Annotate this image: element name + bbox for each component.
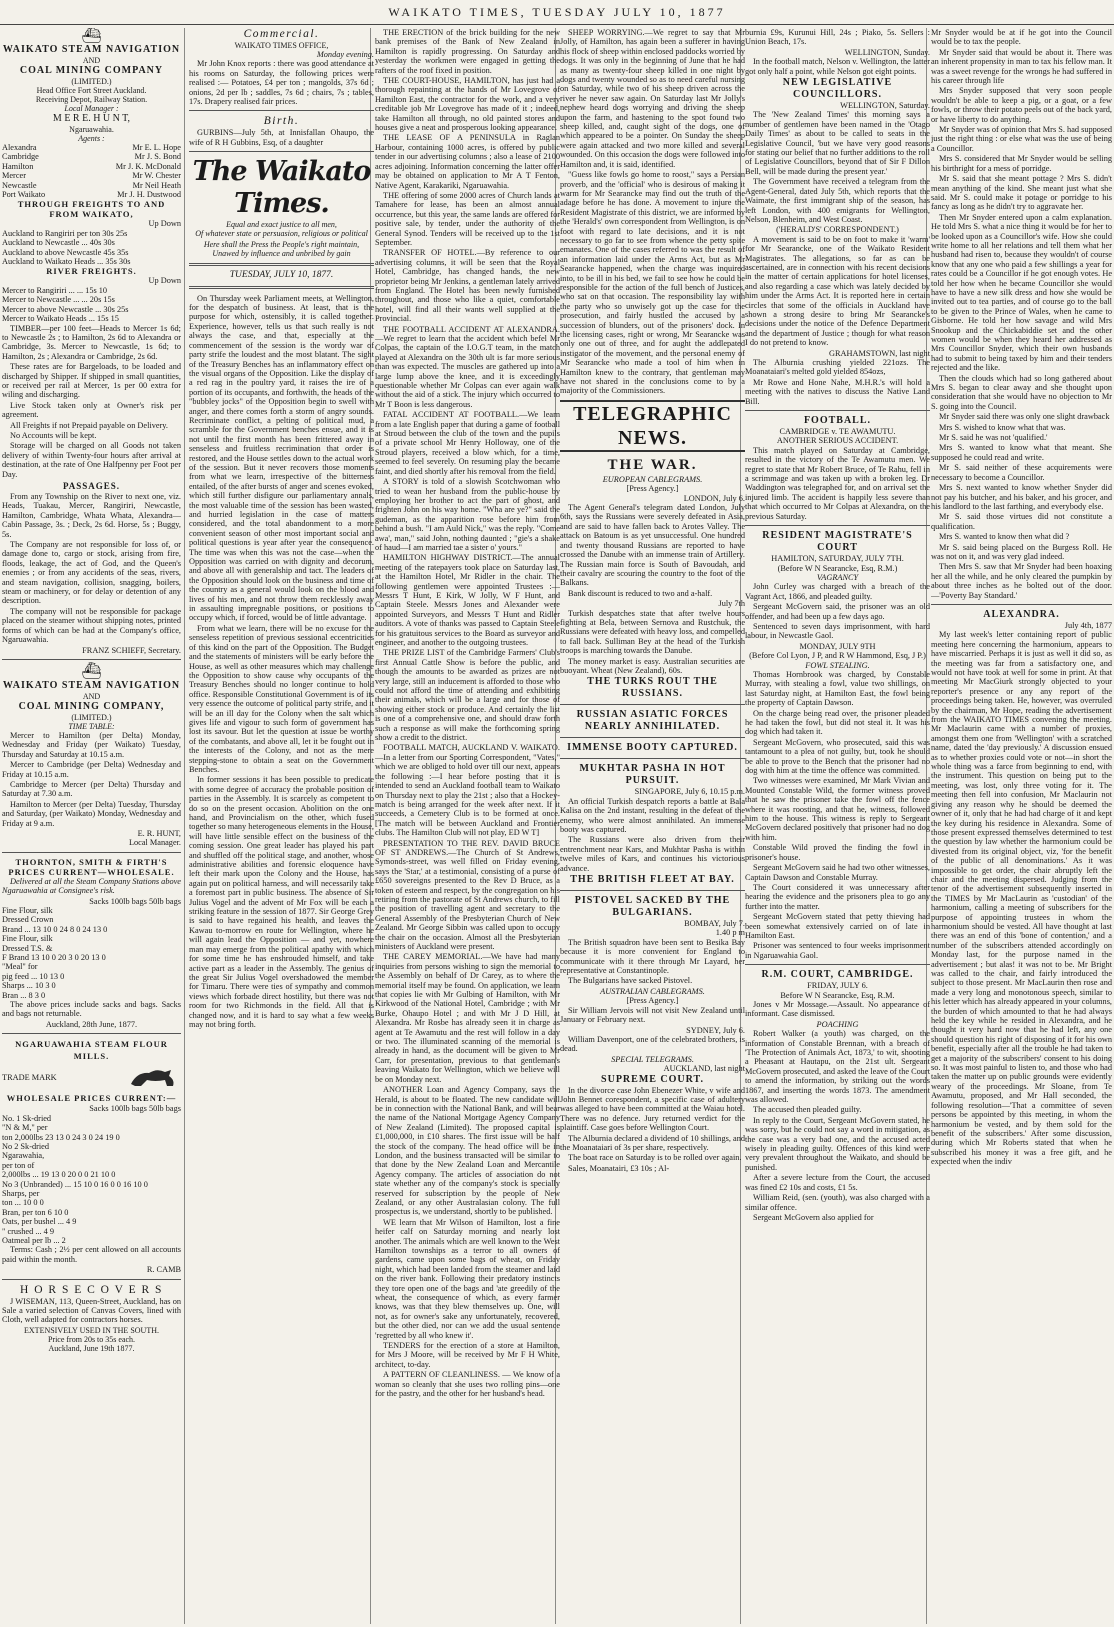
table-row: Ngarawahia, (2, 1151, 45, 1161)
case-heading: FOWL STEALING. (805, 660, 870, 670)
ad-text: Storage will be charged on all Goods not taken delivery of within Twenty-four hours after arrival at destination, at the rate of One Halfpenny per Foot per Day. (2, 441, 181, 479)
section-heading: THE TURKS ROUT THE RUSSIANS. (587, 676, 718, 700)
dateline: WELLINGTON, Sunday. (844, 47, 930, 57)
ad-text: The above prices include sacks and bags. Sacks and bags not returnable. (2, 1000, 181, 1019)
table-header: Sacks 100lb bags 50lb bags (89, 896, 181, 906)
table-row: No. 1 Sk-dried (2, 1113, 52, 1123)
news-paragraph: The Agent General's telegram dated London, July 6th, says the Russians were severely defeated in Asia, and are said to have fallen back to Arotes Valley. The attack on Batoum is as yet unsuccessful. One hundred and twenty thousand Russians are reported to have crossed the Danube with an immense train of Artillery. The Russian main force is South of Bavoudah, and their cavalry are scouring the country to the foot of the Balkans. (560, 503, 745, 588)
ad-heading: H O R S E C O V E R S (20, 1283, 163, 1296)
story-paragraph: Mr S. said those virtues did not constitute a qualification. (931, 512, 1112, 531)
ad-line: Ngaruawahia. (69, 125, 114, 134)
agent-name: Mr E. L. Hope (132, 143, 181, 152)
table-row: pig feed ... 10 13 0 (2, 971, 65, 981)
table-row: "Meal" for (2, 962, 38, 972)
news-paragraph: HAMILTON HIGHWAY DISTRICT.—The annual meeting of the ratepayers took place on Saturday last, at the Hamilton Hotel, Mr Ridler in the chair. The following gentlemen were appointed Trustees :—Messrs T Hunt, E Kirk, W Jolly, W F Hunt, and Captain Steele. Messrs Jones and Alexander were appointed Surveyors, and Messrs T Hunt and Ridler auditors. A vote of thanks was passed to Captain Steele for his gratuitous services to the Board as surveyor and engineer, and another to the outgoing trustees. (375, 553, 560, 647)
ad-text: Hamilton to Mercer (per Delta) Tuesday, Thursday and Saturday, (per Waikato) Monday, Wednesday and Friday at 9 a.m. (2, 799, 181, 828)
news-paragraph: William Reid, (sen. (youth), was also charged with a similar offence. (745, 1193, 930, 1212)
story-paragraph: Mr S. said he was not 'qualified.' (939, 433, 1048, 443)
news-paragraph: burnia £9s, Kurunui Hill, 24s ; Piako, 5s. Sellers : Union Beach, 17s. (745, 28, 930, 47)
ad-line: Local Manager : (64, 104, 119, 113)
editorial-column (189, 28, 374, 1624)
dateline: HAMILTON, SATURDAY, JULY 7TH. (771, 554, 904, 564)
motto-line: Equal and exact justice to all men, (226, 220, 337, 230)
table-row: F Brand 13 10 0 20 3 0 20 13 0 (2, 953, 106, 963)
agent-place: Cambridge (2, 152, 39, 162)
table-row: " crushed ... 4 9 (2, 1226, 55, 1236)
news-paragraph: In reply to the Court, Sergeant McGovern stated, he was sorry, but he could not say a word in mitigation, as the case was a very bad one, and the accused acted wisely in pleading guilty. Offences of this kind were very prevalent throughout the Waikato, and should be punished. (745, 1115, 930, 1172)
ad-heading: THORNTON, SMITH & FIRTH'S PRICES CURRENT—WHOLESALE. (8, 856, 175, 877)
trade-mark (2, 1064, 181, 1090)
agent-name: Mr J. H. Dustwood (117, 190, 181, 200)
table-row: No 2 Sk-dried (2, 1141, 50, 1151)
section-subheading: AUSTRALIAN CABLEGRAMS. (600, 986, 705, 996)
case-heading: VAGRANCY (816, 572, 859, 582)
table-row: Auckland to above Newcastle 45s 35s (2, 247, 129, 257)
ad-text: Delivered at all the Steam Company Stations above Ngaruawahia at Consignee's risk. (2, 876, 181, 896)
ad-signature: R. CAMB (146, 1265, 181, 1275)
story-paragraph: Then the clouds which had so long gathered about Mrs S. began to clear away and she thought upon consideration that she would have no objection to Mr S. going into the Council. (931, 373, 1112, 411)
section-heading: RESIDENT MAGISTRATE'S COURT (762, 530, 913, 554)
table-row: Dressed Crown (2, 915, 54, 925)
news-paragraph: THE offering of some 2000 acres of Church lands at Tamahere for lease, has been an almost annual occurrence, but this year, the same lands are offered for positive sale, by tender, under the authority of the General Synod. Tenders will be received up to the 1st September. (375, 190, 560, 247)
dateline: July 4th, 1877 (1064, 620, 1112, 630)
news-paragraph: "Guess like fowls go home to roost," says a Persian proverb, and the 'official' who is desirous of making it warm for Mr Searancke may find out the truth of the adage before he has done. A movement to injure the Resident Magistrate of this district, we are informed by the 'Herald's' own correspondent from Wellington, is on foot with regard to late decisions, and it is not necessary to go far to see from whence the petty spite emanates. One of the cases referred to was the result of an information laid under the Arms Act, but as Mr Searancke happened, when the charge was inquired into, to be ill in his bed, we fail to see how he could be responsible for the action of the full bench of Justices, who sat on that occasion. The responsibility lay with the party who so unwisely got up the case for the prosecution, and fairly hustled the accused by a succession of blunders, out of the prisoners' dock. In the licensing cases, right or wrong, Mr Searancke was only one out of three, and for aught the addlepated instigator of the movement, and the personal enemy of Mr Searancke who made a tool of him when in Hamilton knew to the contrary, that gentleman may have not shared in the conclusions come to by a majority of the Commissioners. (560, 170, 745, 396)
divider (2, 659, 181, 660)
story-paragraph: Mr S. said that she meant pottage ? Mrs S. didn't mean anything of the kind. She meant just what she said. Mr S. could make it potage or porridge to his fancy as long as he didn't try to aggravate her. (931, 174, 1112, 212)
story-paragraph: Then Mr Snyder entered upon a calm explanation. He told Mrs S. what a nice thing it would be for her to be looked upon as a Councillor's wife. How she could write home to all her relations and tell them what her husband had risen to, because they wouldn't of course know that any one who paid a few shillings a year for rates could be a Councillor if he got enough votes. He told her how when he became Councillor she would have to have a new silk dress and how she would be invited out to tea parties, and of course go to the ball to be given to the Prince of Wales, when he came to Gisborne. He told her how savage and wild Mrs Snookup and the Chickabiddie set and the other women would be when they heard her addressed as Mrs Councillor Snyder, which their own husbands had to submit to being taxed by him and their tenders rejected and the like. (931, 212, 1112, 373)
news-paragraph: THE CAREY MEMORIAL.—We have had many inquiries from persons wishing to sign the memorial to the Assembly on behalf of Dr Carey, as to where the memorial itself may be found. On application, we learn that copies lie with Mr Gulbing of Hamilton, with Mr Kirkwood of the National Hotel, Cambridge ; with Mr Burke, Ohaupo Hotel ; and with Mr J D Hill, at Alexandra. Mr Rosbe has already seen it in charge as agent at Te Awamutu and the rest will follow in a day or two. The illuminated scanning of the memorial is already in hand, as the document will be given to Mr Carr, for presentation, previous to that gentleman's leaving Waikato for Wellington, which we believe will be on Monday next. (375, 952, 560, 1084)
section-heading: THE BRITISH FLEET AT BAY. (570, 874, 735, 886)
agent-name: Mr J. K. McDonald (115, 161, 181, 171)
section-heading: NEW LEGISLATIVE COUNCILLORS. (782, 77, 893, 101)
news-paragraph: Sergeant McGovern, who prosecuted, said this was tantamount to a plea of not guilty, but, took he should be able to prove to the Bench that the prisoner had no dog with him at the time the offence was committed. (745, 737, 930, 776)
ad-heading: NGARUAWAHIA STEAM FLOUR MILLS. (15, 1039, 168, 1062)
article-paragraph: On Thursday week Parliament meets, at Wellington, for the despatch of business. At least, that is the purpose for which, ostensibly, it is called together. Experience, however, tells us that such really is not always the case, and that, especially at the commencement of the session is the wordy war of party strife the loudest and the most blatant. The sight of the Treasury Benches has an inflammatory effect on the visual organs of the Opposition. Like the display of a red rag in the poultry yard, it raises the ire of a portion of its occupants, and forthwith, the heads of the "bubbley jocks" of the Opposition begin to swell with anger, and there comes forth a storm of angry sounds. Recriminate conflict, a pelting of political mud, a scramble for the Government benches ensue, and it is not until the first month has been frittered away in senseless and fruitless recrimination that order is restored, and the House settles down to the actual work of the session. But it never recovers those moments from what we learn, irrespective of the bitterness entailed, of the after bursts of anger and scenes evoked, which still further disfigure our parliamentary annals, the most valuable time of the session has been wasted, and hurried legislation in the case of matters considered, and the total abandonment to a more convenient season of other most important social and political questions is year after year the consequence. The time was when this was not the case—when the Opposition was carried on with dignity and decorum, and above all with generalship and tact. The leaders of the Opposition should look on the business and time of the country as a general would look on the blood and lives of his men, and not throw them recklessly away in assaulting impregnable positions, or positions to occupy which, if forced, would be of little advantage. (189, 293, 374, 623)
telegraphic-news-heading: TELEGRAPHIC NEWS. (560, 400, 745, 452)
case-heading: POACHING (816, 1019, 859, 1029)
table-row: Oatmeal per lb ... 2 (2, 1235, 66, 1245)
news-paragraph: On the charge being read over, the prisoner pleaded he had taken the fowl, but did not steal it. It was his dog which had taken it. (745, 708, 930, 737)
news-paragraph: SHEEP WORRYING.—We regret to say that Mr Jolly, of Hamilton, has again been a sufferer in having his flock of sheep within enclosed paddocks worried by dogs. It was only in the beginning of June that he had as many as twenty-four sheep killed in one night by dogs and twenty wounded so as to need careful nursing on Saturday, while two of his sheep driven across the river he never saw again. On Saturday last Mr Jolly's nephew heard dogs worrying and driving the sheep upon the farm, and hastening to the spot found two sheep killed, and, caught sight of the dogs, one of which appeared to be a pointer. On Sunday the sheep were again attacked and two more killed and several wounded. On this occasion the dogs were followed into Hamilton and, it is said, identified. (560, 28, 745, 169)
news-paragraph: TENDERS for the erection of a store at Hamilton, for Mrs J Moore, will be received by Mr F H White, architect, to-day. (375, 1341, 560, 1369)
courts-column (745, 28, 930, 1624)
dateline: FRIDAY, JULY 6. (807, 981, 868, 991)
dateline: SINGAPORE, July 6, 10.15 p.m. (634, 787, 745, 797)
source-line: [Press Agency.] (626, 484, 679, 494)
news-paragraph: Prisoner was sentenced to four weeks imprisonment in Ngaruawahia Gaol. (745, 941, 930, 960)
news-paragraph: The Alburnia declared a dividend of 10 shillings, and the Moanataiari of 3s per share, respectively. (560, 1133, 745, 1152)
ad-signature: FRANZ SCHIEFF, Secretary. (82, 645, 181, 655)
ad-heading: COAL MINING COMPANY (19, 65, 164, 76)
news-paragraph: After a severe lecture from the Court, the accused was fined £2 10s and costs, £1 5s. (745, 1173, 930, 1192)
section-heading: RUSSIAN ASIATIC FORCES NEARLY ANNIHILATED. (576, 709, 729, 733)
story-paragraph: Mrs S. wished to know what that was. (939, 422, 1066, 432)
steamship-icon: ⛴ (81, 28, 102, 44)
news-paragraph: The Court considered it was unnecessary after hearing the evidence and the prisoners plea to go any further into the matter. (745, 882, 930, 911)
ad-text: The company will not be responsible for package placed on the steamer without shipping notes, printed forms of which can be had at the Company's office, Ngaruawahia. (2, 606, 181, 645)
news-paragraph: THE ERECTION of the brick building for the new bank premises of the Bank of New Zealand in Hamilton is rapidly progressing. On Saturday and yesterday the workmen were engaged in getting the rafters of the roof fixed in position. (375, 28, 560, 75)
ad-text: J WISEMAN, 113, Queen-Street, Auckland, has on Sale a varied selection of Canvas Covers, lined with Cloth, well adapted for contractors horses. (2, 1296, 181, 1325)
ad-line: Price from 20s to 35s each. (47, 1334, 136, 1344)
dateline: GRAHAMSTOWN, last night (828, 348, 930, 358)
section-heading: THE WAR. (607, 456, 698, 473)
divider (2, 1279, 181, 1280)
table-row: Brand ... 13 10 0 24 8 0 24 13 0 (2, 924, 108, 934)
table-row: Sharps, per (2, 1188, 40, 1198)
source-line: [Press Agency.] (626, 996, 679, 1006)
ad-text: All Freights if not Prepaid payable on Delivery. (10, 420, 168, 430)
news-paragraph: THE FOOTBALL ACCIDENT AT ALEXANDRA.—We regret to learn that the accident which befel Mr Colpas, the captain of the I.O.G.T team, in the match played at Alexandra on the 30th ult is far more serious than was expected. The muscles are gathered up into a large lump above the knee, and it is exceedingly questionable whether Mr Colpas can ever again walk without the aid of a stick. The injury which occurred to Mr T Boon is less dangerous. (375, 324, 560, 409)
news-paragraph: Sergeant McGovern also applied for (753, 1212, 874, 1222)
snyder-column (931, 28, 1112, 1624)
ad-text: Cambridge to Mercer (per Delta) Thursday and Saturday at 7.30 a.m. (2, 779, 181, 799)
section-heading: FOOTBALL. (803, 415, 872, 427)
section-subheading: ANOTHER SERIOUS ACCIDENT. (776, 436, 899, 446)
source-line: ('HERALD'S' CORRESPONDENT.) (776, 225, 899, 235)
agent-place: Newcastle (2, 180, 37, 190)
ad-text: Live Stock taken only at Owner's risk per agreement. (2, 400, 181, 420)
table-row: Fine Flour, silk (2, 906, 53, 915)
story-paragraph: Mr Snyder was of opinion that Mrs S. had supposed just the right thing : or else what was the use of being a Councillor. (931, 125, 1112, 153)
story-paragraph: Mr S. said neither of these acquirements were necessary to become a Councillor. (931, 463, 1112, 482)
news-paragraph: Thomas Hornbrook was charged, by Constable Murray, with stealing a fowl, value two shillings, on last Saturday night, at Hamilton East, the fowl being the property of Captain Dawson. (745, 669, 930, 708)
news-paragraph: The boat race on Saturday is to be rolled over again. (568, 1153, 742, 1163)
advertisements-column (2, 28, 181, 1624)
dateline: SYDNEY, July 6. (686, 1025, 745, 1035)
table-row: Oats, per bushel ... 4 9 (2, 1217, 77, 1227)
section-heading: SUPREME COURT. (601, 1073, 704, 1085)
motto-line: Unawed by influence and unbribed by gain (212, 249, 351, 259)
news-paragraph: The Russians were also driven from their entrenchment near Kars, and Mukhtar Pasha is within twelve miles of Kars, and continues his victorious advance. (560, 835, 745, 873)
news-paragraph: PRESENTATION TO THE REV. DAVID BRUCE OF ST ANDREWS.—The Church of St Andrews, Symonds-street, was well filled on Friday evening, says the 'Star,' at a testimonial, consisting of a purse of £650 sovereigns presented to the Rev D Bruce, as a token of esteem and respect, by the congregation on his retiring from the pastorate of St Andrews church, to fill the position of travelling agent and secretary to the General Assembly of the Presbyterian Church of New Zealand. Mr George Sibbin was called upon to occupy the chair on the occasion. Almost all the Presbyterian ministers of Auckland were present. (375, 838, 560, 951)
ad-line: Head Office Fort Street Auckland. (36, 86, 147, 95)
dateline: MONDAY, JULY 9TH (799, 641, 876, 651)
news-paragraph: WE learn that Mr Wilson of Hamilton, lost a fine heifer calf on Saturday morning and nearly lost another. The animals which are well known to the West Hamilton townships as a terror to all owners of gardens, came upon some bags of wheat, on Friday night, which had been landed from the steamer and laid on the river bank. Following their predatory instincts they tore open one of the bags and 'ate greedily of the wheat, the consequence of which, as every farmer knows, was that they blew themselves up. One, will not, as for owner's sake any unfortunately, recovered, but the other died, nor can we add the usual sentence 'regretted by all who knew it'. (375, 1217, 560, 1340)
table-row: ton ... 10 0 0 (2, 1198, 44, 1208)
motto-line: Of whatever state or persuasion, religious or political (195, 229, 368, 239)
court-presiding: (Before Col Lyon, J P, and R W Hammond, Esq, J P.) (749, 651, 926, 661)
ad-line: Auckland, June 19th 1877. (48, 1343, 135, 1353)
agent-place: Port Waikato (2, 190, 46, 200)
section-subheading: SPECIAL TELEGRAMS. (611, 1054, 694, 1064)
table-row: Dressed T.S. & (2, 943, 53, 953)
news-paragraph: Sir William Jervois will not visit New Zealand until January or February next. (560, 1005, 745, 1025)
ad-text: The Company are not responsible for loss of, or damage done to, cargo or stock, arising from fire, floods, leakage, the act of God, and the Queen's enemies ; or from any accidents of the seas, rivers, and steam navigation, collision, snagging, boilers, steam or machinery, or for delay or detention of any description. (2, 540, 181, 606)
table-row: Auckland to Rangiriri per ton 30s 25s (2, 228, 128, 238)
divider (745, 964, 930, 965)
news-paragraph: FATAL ACCIDENT AT FOOTBALL.—We learn from a late English paper that during a game of football at Stroud between the club of the town and the pupils of a private school Mr Henry Holloway, one of the Stroud players, received a blow which, for a time, seemed to feel severely. On resuming play the became faint, and died shortly after his removal from the field. (375, 410, 560, 476)
ad-heading: COAL MINING COMPANY, (18, 700, 165, 712)
news-paragraph: The Bulgarians have sacked Pistovel. (568, 976, 693, 986)
divider (560, 737, 745, 738)
divider (745, 410, 930, 411)
news-paragraph: THE PRIZE LIST of the Cambridge Farmers' Club's first Annual Cattle Show is before the public, and though the amounts to be awarded as prizes are not very large, still an inducement is afforded to those who could not afford the time of attending and exhibiting their animals, which will be a large and for those of showing either stock or produce. And certainly the list is one of a comprehensive one, and should draw forth such a response as will make the forthcoming spring show a credit to the district. (375, 648, 560, 743)
divider (560, 758, 745, 759)
news-paragraph: An official Turkish despatch reports a battle at Bala Kalisa on the 2nd instant, resulting in the defeat of the enemy, who were almost annihilated. An immense booty was captured. (560, 796, 745, 834)
table-row: Mercer to Rangiriri ... ... 15s 10 (2, 285, 108, 295)
story-paragraph: Mr Snyder would be at if he got into the Council would be to tax the people. (931, 28, 1112, 47)
article-paragraph: GURBINS—July 5th, at Innisfallan Ohaupo, the wife of R H Gubbins, Esq, of a daughter (189, 128, 374, 147)
divider (931, 604, 1112, 605)
news-paragraph: Sales, Moanatairi, £3 10s ; Al- (568, 1163, 670, 1173)
table-row: Bran ... 8 3 0 (2, 990, 46, 1000)
news-paragraph: In the football match, Nelson v. Wellington, the latter got only half a point, while Nelson got eight points. (745, 57, 930, 76)
news-paragraph: In the divorce case John Ebenezer White, v wife and John Bennet corespondent, a specific case of adultery was alleged to have been committed at the Waiau hotel. There was no defence. Jury returned verdict for the plaintiff. Case goes before Wellington Court. (560, 1085, 745, 1133)
news-paragraph: The 'New Zealand Times' this morning says a number of gentlemen have been named in the 'Otago Daily Times' as about to be called to seats in the Legislative Council, 'but we have very good reasons for stating our belief that no further additions to the roll of Legislative Councillors, beyond that of Sir F Dillon Bell, will be made during the present year.' (745, 110, 930, 176)
news-paragraph: Sentenced to seven days imprisonment, with hard labour, in Newcastle Gaol. (745, 621, 930, 641)
ad-heading: WAIKATO STEAM NAVIGATION (2, 679, 181, 691)
table-row: Mercer to Newcastle ... ... 20s 15s (2, 295, 115, 305)
story-paragraph: Mr Snyder said that would be about it. There was an inherent propensity in man to tax his fellow man. It was a sweet revenge for the wrongs he had suffered in his career through life (931, 47, 1112, 86)
table-row: Auckland to Waikato Heads ... 35s 30s (2, 257, 131, 267)
news-paragraph: John Curley was charged with a breach of the Vagrant Act, 1866, and pleaded guilty. (745, 582, 930, 601)
section-heading: R.M. COURT, CAMBRIDGE. (761, 969, 914, 981)
ad-line: Receiving Depot, Railway Station. (35, 95, 148, 104)
section-heading: MUKHTAR PASHA IN HOT PURSUIT. (579, 763, 726, 787)
ad-heading: THROUGH FREIGHTS TO AND FROM WAIKATO, (17, 199, 166, 220)
article-paragraph: In former sessions it has been possible to predicate with some degree of accuracy the probable position of parties in the Assembly. It is scarcely as competent to do so on the present occasion. Abolition on the one hand, and Provincialism on the other, which fused together so many heterogeneous elements in the House, will have little sensible effect on the business of the coming session. One great leader has played his part and shuffled off the political stage, and another, whose administrative abilities and forensic eloquence have left their mark upon the Colony and the House, has again put on political harness, and will necessarily take a foremost part in public business. The absence of Sir Julius Vogel and the advent of Mr Fox will be each a striking feature in the session of 1877. Sir George Grey is said to have regained his health, and leaves the Kawau to-morrow en route for Wellington, where he will again lead the Opposition — and yet, nowhere man may emerge from the political apathy with which for some time he has enshrouded himself, and take active part as a leader in the Assembly. The genius of the great Sir Julius Vogel overshadowed the member for Timaru. There were ties of sympathy and common views which forbade direct hostility, but there was not room for two Richmonds in the field. All that is changed now, and it is hard to say what a few weeks may not bring forth. (189, 775, 374, 1029)
divider (560, 704, 745, 705)
table-row: Bran, per ton 6 10 0 (2, 1207, 69, 1217)
divider (189, 151, 374, 152)
news-paragraph: ANOTHER Loan and Agency Company, says the Herald, is about to be floated. The new candidate will be in connection with the National Bank, and will bear the name of the National Mortgage Agency Company of New Zealand (Limited). The proposed capital is £1,000,000, in £10 shares. The first issue will be half the stock of the company. The head office will be in London, and the business transacted will be similar to that done by the New Zealand Loan and Mercantile Agency company. The articles of association do not state whether any of the company's stock is specially reserved for subscription by the people of New Zealand, or any other Australasian colony. The full prospectus is, we understand, shortly to be published. (375, 1085, 560, 1217)
ad-text: Mercer to Cambridge (per Delta) Wednesday and Friday at 10.15 a.m. (2, 760, 181, 779)
ad-signature: E. R. HUNT, (137, 828, 181, 838)
ad-subheading: (LIMITED.) (71, 712, 112, 722)
dateline: 1.40 p m (715, 928, 745, 938)
divider (2, 1033, 181, 1034)
newspaper-title: The Waikato Times. (192, 156, 371, 220)
court-presiding: (Before W N Searancke, Esq, R.M.) (777, 563, 898, 573)
news-paragraph: A STORY is told of a slowish Scotchwoman who tried to wean her husband from the public-house by employing her brother to act the part of ghost, and frighten John on his way home. "Wha are ye?" said the gudeman, as the apparition rose before him from behind a bush. "I am Auld Nick," was the reply. "Come awa', man," said John, nothing daunted ; "gie's a shake of haud—I am married tae a sister o' yours." (375, 477, 560, 552)
news-paragraph: A PATTERN OF CLEANLINESS. — We know of a woman so cleanly that she uses two rolling pins—one for the pastry, and the other for her husband's head. (375, 1370, 560, 1399)
divider (189, 110, 374, 111)
ad-text: From any Township on the River to next one, viz. Heads, Tuakau, Mercer, Rangiriri, Newcastle, Hamilton, Cambridge, Whata Whata, Alexandra—Cabin Passage, 3s. ; Deck, 2s 6d. Horse, 5s ; Buggy, 5s. (2, 492, 181, 539)
table-row: Mercer to Waikato Heads ... 15s 15 (2, 314, 119, 324)
section-subheading: CAMBRIDGE v. TE AWAMUTU. (779, 427, 896, 437)
table-header: Up Down (148, 276, 181, 286)
news-paragraph: THE LEASE OF A PENINSULA in Raglan Harbour, containing 1000 acres, is offered by public tender in our advertising columns ; also a lease of 2100 acres adjoining. Information concerning the latter offer may be obtained on application to Mr A T Fenton, Native Agent, Karakariki, Ngaruawahia. (375, 133, 560, 190)
ad-text: Terms: Cash ; 2½ per cent allowed on all accounts paid within the month. (2, 1245, 181, 1264)
news-paragraph: The accused then pleaded guilty. (753, 1105, 862, 1115)
table-header: Up Down (148, 219, 181, 229)
ad-line: EXTENSIVELY USED IN THE SOUTH. (24, 1325, 159, 1335)
ad-heading: WHOLESALE PRICES CURRENT:— (6, 1093, 177, 1104)
dateline: BOMBAY, July 7. (684, 919, 745, 929)
page-header: WAIKATO TIMES, TUESDAY JULY 10, 1877 (0, 0, 1114, 25)
ad-text: No Accounts will be kept. (10, 430, 97, 440)
ad-line: Auckland, 28th June, 1877. (45, 1019, 138, 1029)
ad-subheading: (LIMITED.) (71, 77, 112, 86)
news-paragraph: Turkish despatches state that after twelve hours fighting at Bela, between Sernova and Rustchuk, the Russians were defeated with heavy loss, and compelled to fall back. Sulliman Bey at the head of the Turkish troops is marching towards the Danube. (560, 608, 745, 656)
ad-heading: WAIKATO STEAM NAVIGATION (2, 44, 181, 55)
ad-text: TIMBER—per 100 feet—Heads to Mercer 1s 6d; to Newcastle 2s ; to Hamilton, 2s 6d to Alexandra or Cambridge, 3s. Mercer to Newcastle, 1s 6d; to Hamilton, 2s ; Alexandra or Cambridge, 2s 6d. (2, 323, 181, 361)
section-heading: Commercial. (243, 28, 320, 40)
news-paragraph: Robert Walker (a youth) was charged, on the information of Constable Brennan, with a breach of 'The Protection of Animals Act, 1873,' to wit, shooting a Pheasant at Hautapu, on the 21st ult. Sergeant McGovern prosecuted, and asked the leave of the Court to amend the information, by striking out the words 1867, and inserting the words 1873. The amendment was allowed. (745, 1029, 930, 1105)
story-paragraph: Then Mrs S. saw that Mr Snyder had been hoaxing her all the while, and he only cleared the pumpkin by about three inches as he bolted out of the door.—'Poverty Bay Standard.' (931, 562, 1112, 600)
story-paragraph: Mrs S. considered that Mr Snyder would be selling his birthright for a mess of porridge. (931, 154, 1112, 173)
column-rule (184, 28, 185, 1624)
story-paragraph: Mr S. said being placed on the Burgess Roll. He was not on it, and was very glad indeed. (931, 542, 1112, 561)
divider (189, 286, 374, 289)
story-paragraph: Mrs S. next wanted to know whether Snyder did not pay his butcher, and his baker, and his grocer, and his landlord to the last farthing, and everybody else. (931, 483, 1112, 511)
agent-name: Mr Neil Heath (132, 180, 181, 190)
news-paragraph: The money market is easy. Australian securities are buoyant. Wheat (New Zealand), 60s. (560, 656, 745, 675)
table-header: Sacks 100lb bags 50lb bags (89, 1104, 181, 1114)
ad-text: These rates are for Bargeloads, to be loaded and discharged by Shipper. If shipped in small quantities, or received per rail at Mercer, 1s per 00 extra for wiling and discharging. (2, 362, 181, 400)
article-paragraph: Mr John Knox reports : there was good attendance at his rooms on Saturday, the following prices were realised :— Potatoes, £4 per ton ; mangolds, 37s 6d ; onions, 2d per lb ; saddles, 7s 6d ; chairs, 7s ; tables, 17s. Drapery realised fair prices. (189, 59, 374, 107)
ad-subheading: AND (82, 56, 101, 65)
table-row: 2,000lbs ... 19 13 0 20 0 0 21 10 0 (2, 1170, 116, 1180)
divider (189, 263, 374, 266)
news-paragraph: The Government have received a telegram from the Agent-General, dated July 5th, which reports that the Waimate, the first immigrant ship of the season, has left London, with 400 emigrants for Wellington, Nelson, Blenheim, and West Coast. (745, 177, 930, 224)
horse-emblem-icon (127, 1064, 181, 1090)
agent-place: Alexandra (2, 143, 37, 152)
news-paragraph: Sergeant McGovern stated that petty thieving had been somewhat extensively carried on of late in Hamilton East. (745, 912, 930, 940)
news-paragraph: Two witnesses were examined, Mr Mark Vivian and Mounted Constable Wild, the former witness proved that he saw the prisoner take the fowl off the fence where it was roosting, and that he, witness, followed him to the house. This witness is reply to Sergeant McGovern declared positively that prisoner had no dog with him. (745, 776, 930, 842)
table-row: Sharps ... 10 3 0 (2, 981, 56, 991)
ad-subheading: AND (82, 691, 101, 701)
trade-mark-label: TRADE MARK (2, 1072, 57, 1082)
divider (2, 852, 181, 853)
story-paragraph: Mrs S. wanted to know what that meant. She supposed he could read and write. (931, 443, 1112, 462)
agent-name: Mr W. Chester (132, 171, 181, 181)
dateline: AUCKLAND, last night (663, 1064, 745, 1074)
article-paragraph: From what we learn, there will be no excuse for the senseless repetition of previous sessional eccentricities of this kind on the part of the Opposition. The Budget and the statements of ministers will be early before the House, as well as other measures which may challenge the Opposition to show cause why occupants of the Treasury Benches should no longer continue to hold office. Responsible Constitutional Government is of its very essence the outcome of political party strife, and it will be an ill day for the Colony when the salt which gives life and vigour to such form of government has lost its savour. But let the question at issue be worthy of the combatants, and above all, let it be fought out in the interests of the Colony, and not as the mere stepping-stone to obtain a seat on the Government Benches. (189, 623, 374, 774)
ad-text: Mercer to Hamilton (per Delta) Monday, Wednesday and Friday (per Waikato) Tuesday, Thursday and Saturday at 10.15 a.m. (2, 730, 181, 759)
table-row: No 3 (Unbranded) ... 15 10 0 16 0 0 16 10 0 (2, 1179, 148, 1189)
section-subheading: WAIKATO TIMES OFFICE, (234, 41, 329, 50)
section-heading: IMMENSE BOOTY CAPTURED. (567, 742, 738, 754)
motto-line: Here shall the Press the People's right maintain, (203, 240, 360, 250)
section-heading: PISTOVEL SACKED BY THE BULGARIANS. (574, 895, 731, 919)
news-paragraph: The Alburnia crushing yielded 221ozs. The Moanataiari's melted gold yielded 854ozs, (745, 358, 930, 377)
news-paragraph: Sergeant McGovern said, the prisoner was an old offender, and had been up a few days ago. (745, 602, 930, 621)
section-heading: Birth. (263, 115, 300, 128)
news-paragraph: The British squadron have been sent to Besika Bay because it is more convenient for England to communicate with it there through Mr Layard, her representative at Constantinople. (560, 937, 745, 976)
dateline: LONDON, July 6. (683, 493, 745, 503)
dateline: Monday evening. (316, 50, 374, 59)
steamship-icon: ⛴ (81, 662, 102, 680)
correspondent-letter: My last week's letter containing report of public meeting here concerning the harmonium, appears to have miscarried. Perhaps it is just as well it did so, as the meeting was far from a satisfactory one, and would not have took at well for some in print. At that meeting Mr MacGiurk strongly objected to your reporter's presence or any any report of the proceedings being taken. He, however, was overruled by the chairman, Mr Hope, reading the advertisement from the WAIKATO TIMES convening the meeting. Mr Maclaurin came with a number of proxies, amongst them one from 'Wellington' with a scratched name, dated the 'day previously.' A discussion ensued as to whether proxies could vote or not—in short the whole thing was a farce from beginning to end, with the instrument. This question on being put to the meeting, was lost, only three voting for it. The meeting then fell into confusion, Mr Maclaurin not giving any reason why he should be deemed the owner of it, only that he had had charge of it and kept the key during his residence in Alexandra. Some of those present expressed themselves determined to test the question by law whether the harmonium could be divested from its original object, viz, 'for the benefit of the public of all denominations.' As it was impossible to get order, the chair abruptly left the chair and the meeting dispersed. Judging from the tenor of the advertisement subsequently inserted in the TIMES by Mr MacLaurin as 'custodian' of the harmonium, calling a meeting of subscribers for the purpose of appointing trustees in whom the harmonium should be vested. All have thought at last there was an end of this 'bone of contention,' and a number of the subscribers attended accordingly on Monday last, for the purpose named in the advertisement ; but alas! it was not to be. Mr Bright was called to the chair, and fairly introduced the subject to those present. Mr MacLaurin then rose and made a very long and monotonous speech, similar to his letter which has already appeared in your columns, the burden of which amounted to that he had always held the key while he resided in Alexandra, and he thought it very hard now that he had left, any one should question his right of disposing of it for his own benefit, especially after all the trouble he had taken to get a majority of the subscribers' consent to his doing so. It was most painful to listen to, and those who had taken the matter up on public grounds were evidently weary of the proceedings. Mr Sloane, from Te Awamutu, proposed, and Mr Hall seconded, the following resolution—'That a committee of seven persons be appointed by this meeting, in whom the harmonium be vested, and by them sold for the benefit of the subscribers.' After some discussion, during which Mr Roberts stated that when he subscribed his money it was a free gift, and he expected when the indiv (931, 630, 1112, 1167)
manager-name: M E R E. H U N T, (52, 113, 131, 124)
ad-line: Agents : (78, 134, 105, 143)
news-paragraph: Mr Rowe and Hone Nahe, M.H.R.'s will hold a meeting with the natives to discuss the Native Land Bill. (745, 377, 930, 406)
table-row: Fine Flour, silk (2, 934, 53, 944)
telegraphic-news-column (560, 28, 745, 1624)
news-paragraph: TRANSFER OF HOTEL.—By reference to our advertising columns, it will be seen that the Royal Hotel, Cambridge, has changed hands, the new proprietor being Mr Jenkins, a gentleman lately arrived from England. The Hotel has been newly furnished throughout, and those who like a quiet, comfortable hotel, will find all their wants well supplied at the Provincial. (375, 248, 560, 324)
news-paragraph: Constable Wild proved the finding the fowl in prisoner's house. (745, 843, 930, 862)
agent-place: Mercer (2, 171, 26, 181)
agents-list (2, 143, 181, 199)
ad-heading: PASSAGES. (62, 481, 121, 491)
news-paragraph: Jones v Mr Mossage.—Assault. No appearance of informant. Case dismissed. (745, 999, 930, 1019)
story-paragraph: Mrs Snyder supposed that very soon people wouldn't be able to keep a pig, or a goat, or a few fowls, or throw their potato peels out of the back yard, or have liberty to do anything. (931, 86, 1112, 124)
ad-heading: RIVER FREIGHTS. (46, 266, 137, 277)
table-row: ton 2,000lbs 23 13 0 24 3 0 24 19 0 (2, 1132, 120, 1142)
news-paragraph: Bank discount is reduced to two and a-half. (568, 588, 713, 598)
section-subheading: EUROPEAN CABLEGRAMS. (602, 474, 703, 484)
table-row: per ton of (2, 1160, 35, 1170)
news-paragraph: FOOTBALL MATCH, AUCKLAND V. WAIKATO.—In a letter from our Sporting Correspondent, "Vates," which we are obliged to hold over till our next, appears the following :—I hear before posting that it is intended to send an Auckland football team to Waikato on Thursday next to play the 21st ; also that a Hockey-match is being arranged for the week after next. If it succeeds, a Cemetery Club is to be formed at once. [The match will be between Auckland and Frontier clubs. The Hamilton Club will not play, ED W T] (375, 743, 560, 838)
court-presiding: Before W N Searancke, Esq, R.M. (780, 990, 895, 1000)
agent-name: Mr J. S. Bond (134, 152, 181, 162)
table-row: Mercer to above Newcastle ... 30s 25s (2, 304, 129, 314)
story-paragraph: Mrs S. wanted to know then what did ? (939, 532, 1070, 542)
news-paragraph: Sergeant McGovern said he had two other witnesses, Captain Dawson and Constable Murray. (745, 863, 930, 882)
section-heading: ALEXANDRA. (983, 608, 1060, 620)
table-row: "N & M," per (2, 1123, 48, 1133)
table-row: Auckland to Newcastle ... 40s 30s (2, 238, 115, 248)
divider (745, 525, 930, 526)
news-paragraph: THE COURT-HOUSE, HAMILTON, has just had a thorough repainting at the hands of Mr Lovegrove of Hamilton East, the contractor for the work, and a very creditable job Mr Lovegrove has made of it ; indeed, take Hamilton all through, no old painted stores and houses give a neat and prosperous looking appearance. (375, 76, 560, 133)
dateline: WELLINGTON, Saturday. (840, 101, 930, 111)
divider (560, 890, 745, 891)
story-paragraph: Mr Snyder said there was only one slight drawback (939, 412, 1110, 422)
news-paragraph: A movement is said to be on foot to make it 'warm' for Mr Searancke, one of the Waikato Resident Magistrates. The allegations, so far as can be ascertained, are in connection with his recent decisions in the matter of certain applications for hotel licenses, and also regarding a case which was lately decided by him under the Arms Act. It is reported here in certain circles that some of the officials in Auckland have shown a strong desire to bring Mr Searancke's decisions under the notice of the Defence Department and the department of Justice ; though for what reason I do not pretend to know. (745, 234, 930, 348)
issue-date: TUESDAY, JULY 10, 1877. (229, 270, 334, 281)
news-paragraph: This match played on Saturday at Cambridge, resulted in the victory of the Te Awamutu men. We regret to state that Mr Robert Bruce, of Te Rahu, fell in a scrimmage and was taken up with a broken leg. Dr Waddington was telegraphed for, and on arrival set the injured limb. The accident is happily less severe than that which occurred to Mr Colpas at Alexandra, on the previous Saturday. (745, 445, 930, 521)
agent-place: Hamilton (2, 161, 34, 171)
local-news-column (375, 28, 560, 1624)
ad-subheading: TIME TABLE: (68, 721, 115, 731)
news-paragraph: William Davenport, one of the celebrated brothers, is dead. (560, 1034, 745, 1054)
ad-signature: Local Manager. (128, 838, 181, 848)
dateline: July 7th (718, 599, 745, 609)
